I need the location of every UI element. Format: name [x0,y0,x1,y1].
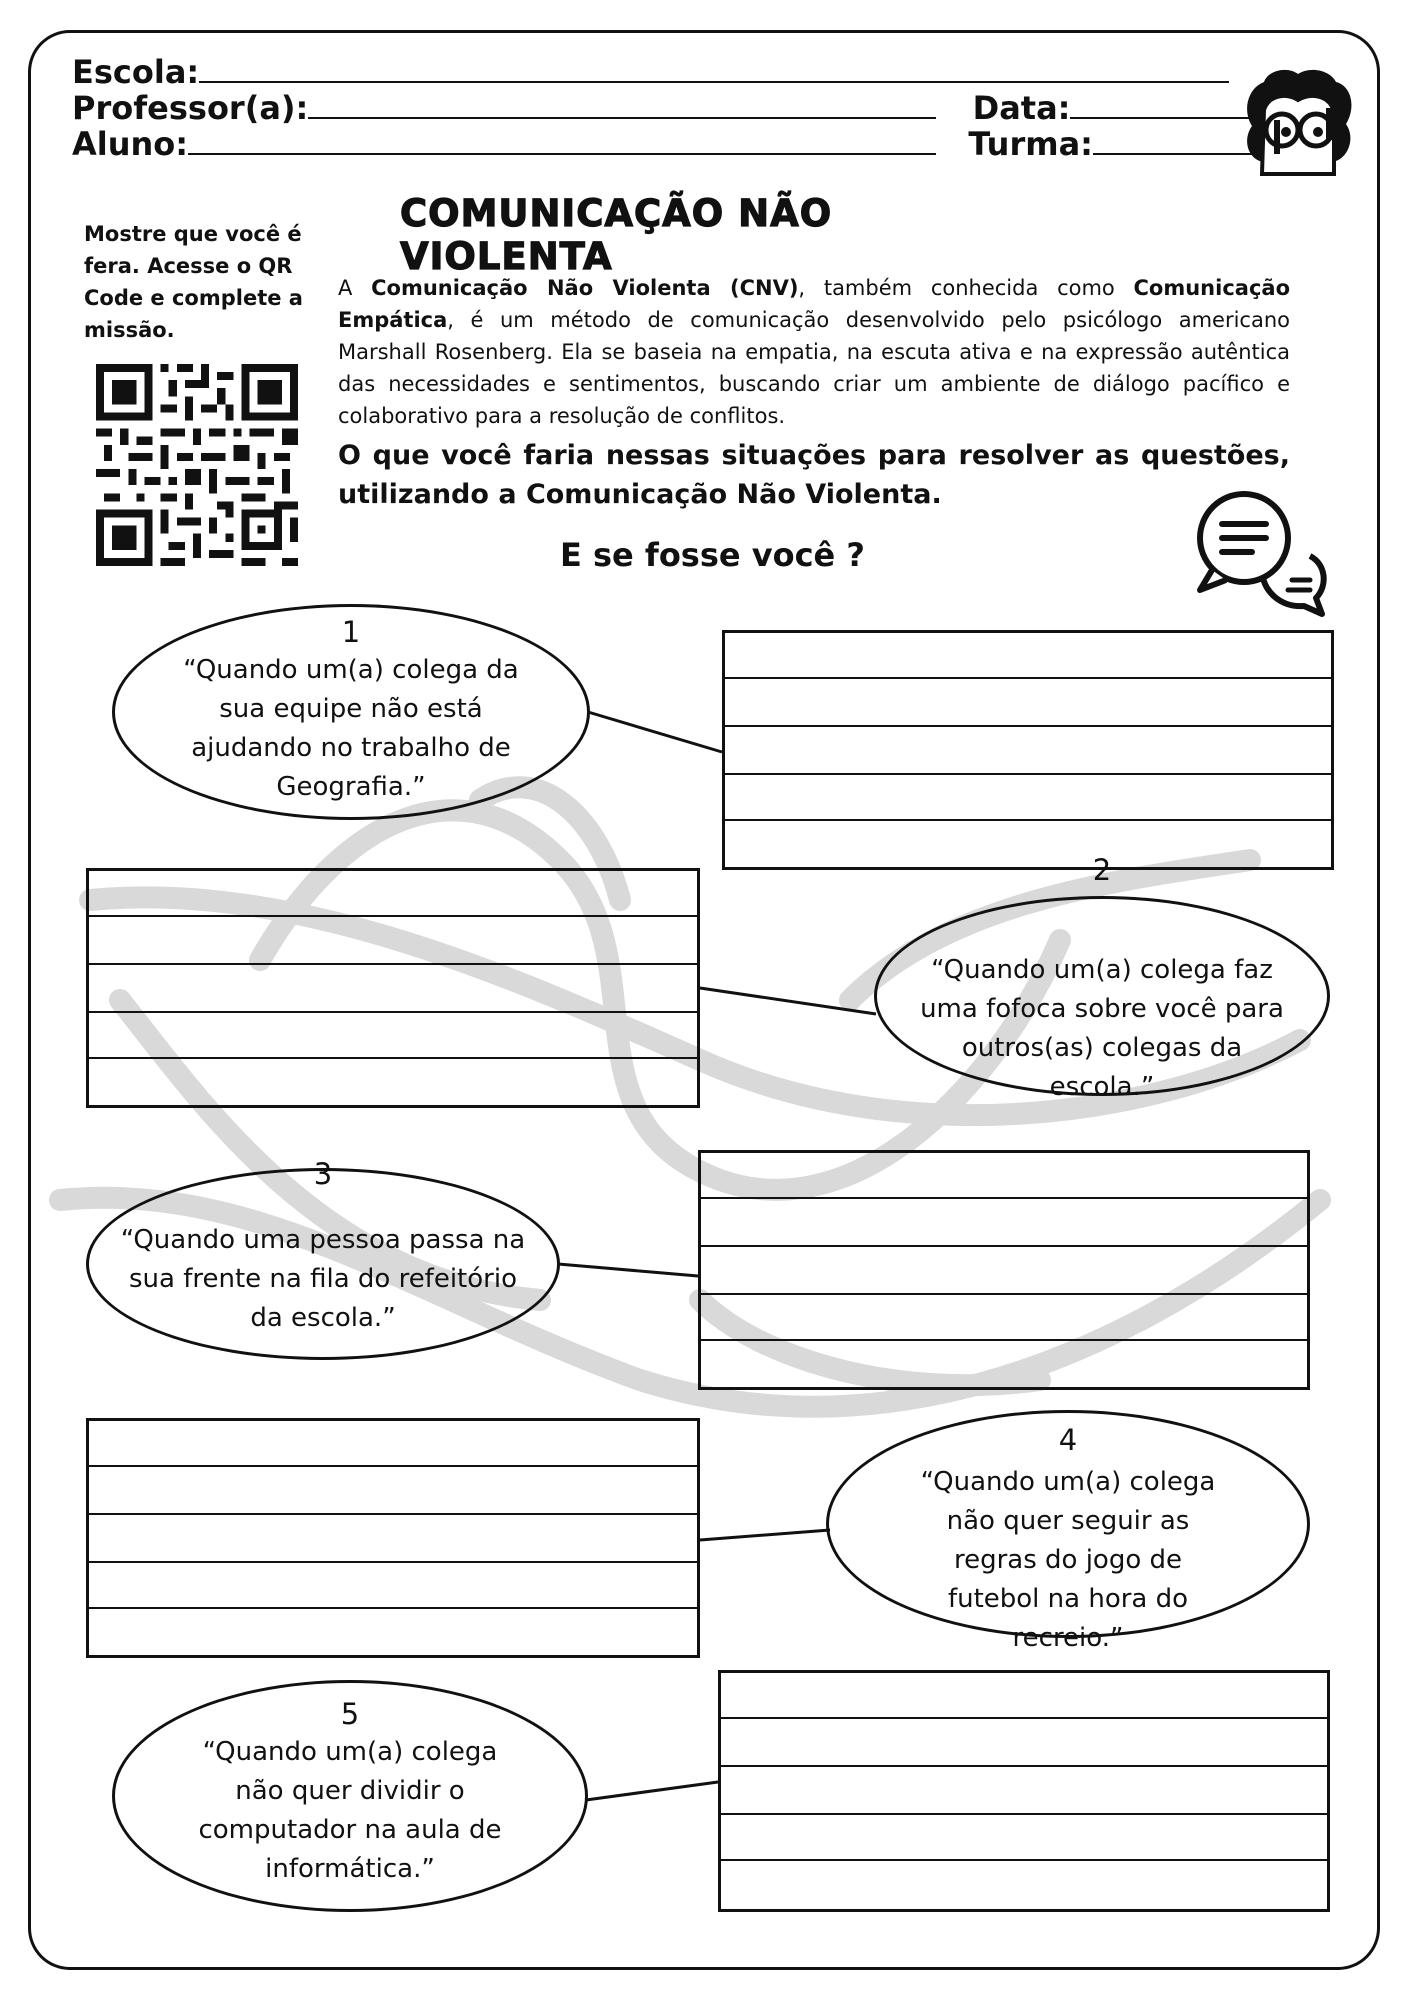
turma-label: Turma: [968,125,1093,163]
answer-box-4[interactable] [86,1418,700,1658]
intro-text-1: A [338,276,372,300]
escola-label: Escola: [72,53,200,91]
situation-number-2: 2 [1092,853,1112,887]
situation-number-1: 1 [341,615,361,649]
professor-input-line[interactable] [308,91,936,119]
professor-label: Professor(a): [72,89,309,127]
situation-quote-4: “Quando um(a) colega não quer seguir as regras do jogo de futebol na hora do recreio.” [920,1467,1216,1653]
intro-text-3: , é um método de comunicação desenvolvido pelo psicólogo americano Marshall Rosenberg. Ela se baseia na empatia, na escuta ativa e na expressão autêntica das necessidades e sentimentos, buscando criar um ambiente de diálogo pacífico e colaborativo para a resolução de conflitos. [338,308,1290,428]
situation-quote-1: “Quando um(a) colega da sua equipe não está ajudando no trabalho de Geografia.” [183,655,519,802]
chat-bubbles-icon [1192,490,1330,618]
turma-input-line[interactable] [1093,127,1253,155]
situation-quote-5: “Quando um(a) colega não quer dividir o computador na aula de informática.” [198,1737,502,1884]
answer-box-5[interactable] [718,1670,1330,1912]
professor-field [72,90,1280,126]
situation-quote-2: “Quando um(a) colega faz uma fofoca sobre você para outros(as) colegas da escola.” [920,955,1284,1102]
subtitle: E se fosse você ? [560,536,865,574]
page-title: COMUNICAÇÃO NÃO VIOLENTA [400,192,833,278]
qr-instruction: Mostre que você é fera. Acesse o QR Code e complete a missão. [84,222,303,342]
intro-text-2: , também conhecida como [798,276,1134,300]
answer-box-3[interactable] [698,1150,1310,1390]
question-prompt: O que você faria nessas situações para resolver as questões, utilizando a Comunicação Não Violenta. [338,440,1290,510]
situation-bubble-4 [826,1410,1310,1653]
qr-code-icon[interactable] [96,364,298,566]
situation-bubble-2 [874,853,1330,1102]
aluno-input-line[interactable] [188,127,936,155]
aluno-field [72,126,1253,162]
situation-bubble-3 [86,1157,560,1360]
pd-mascot-icon [1238,66,1358,178]
escola-field [72,54,1229,90]
data-label: Data: [972,89,1071,127]
situation-number-5: 5 [340,1697,360,1731]
situation-number-3: 3 [313,1157,333,1191]
answer-box-1[interactable] [722,630,1334,870]
situation-quote-3: “Quando uma pessoa passa na sua frente na fila do refeitório da escola.” [120,1225,526,1333]
situation-number-4: 4 [1058,1423,1078,1457]
answer-box-2[interactable] [86,868,700,1108]
situation-bubble-1 [112,604,590,820]
aluno-label: Aluno: [72,125,189,163]
intro-bold-cnv: Comunicação Não Violenta (CNV) [371,276,799,300]
intro-paragraph [338,272,1290,432]
escola-input-line[interactable] [199,55,1229,83]
intro-bold-empatica: Comunicação Empática [338,276,1291,332]
situation-bubble-5 [112,1680,588,1912]
